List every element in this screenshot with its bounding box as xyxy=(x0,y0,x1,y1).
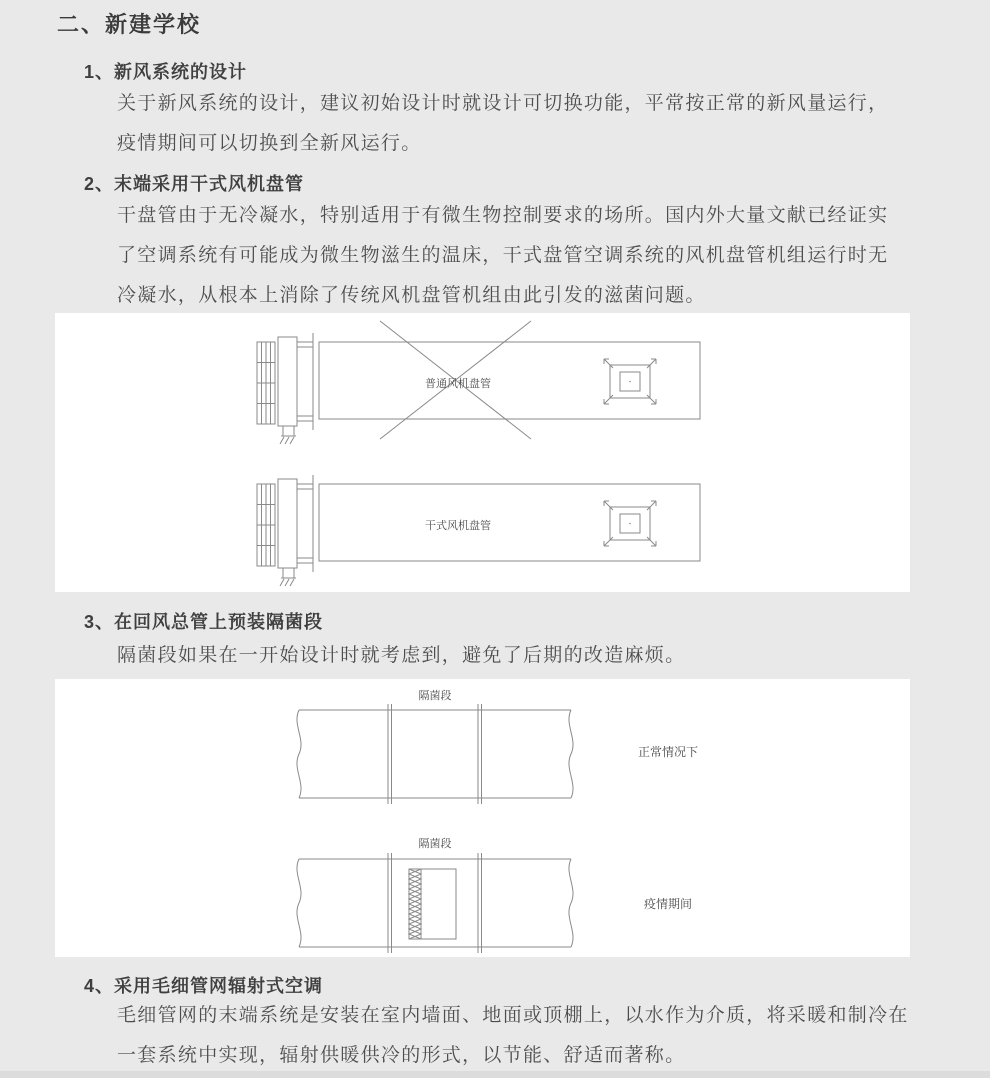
paragraph-line: 毛细管网的末端系统是安装在室内墙面、地面或顶棚上，以水作为介质，将采暖和制冷在 xyxy=(117,1005,909,1026)
paragraph-line: 隔菌段如果在一开始设计时就考虑到，避免了后期的改造麻烦。 xyxy=(117,645,686,666)
paragraph-line: 一套系统中实现，辐射供暖供冷的形式，以节能、舒适而著称。 xyxy=(117,1045,686,1066)
figure-fan-coil xyxy=(55,313,910,592)
filter-element xyxy=(409,869,456,939)
section-1-heading: 1、新风系统的设计 xyxy=(84,62,248,82)
ordinary-fan-coil-label: 普通风机盘管 xyxy=(425,377,491,390)
section-3-paragraph xyxy=(117,636,685,676)
section-2-paragraph xyxy=(117,196,888,316)
duct-diagram xyxy=(55,679,910,957)
paragraph-line: 了空调系统有可能成为微生物滋生的温床，干式盘管空调系统的风机盘管机组运行时无 xyxy=(117,245,889,266)
section-4-paragraph xyxy=(117,996,909,1076)
epidemic-period-label: 疫情期间 xyxy=(643,897,693,911)
duct-epidemic xyxy=(297,853,573,953)
segment-label-top: 隔菌段 xyxy=(418,689,452,702)
paragraph-line: 干盘管由于无冷凝水，特别适用于有微生物控制要求的场所。国内外大量文献已经证实 xyxy=(117,205,889,226)
section-3-heading: 3、在回风总管上预装隔菌段 xyxy=(84,612,324,632)
section-1-paragraph xyxy=(117,84,888,164)
paragraph-line: 冷凝水，从根本上消除了传统风机盘管机组由此引发的滋菌问题。 xyxy=(117,285,706,306)
dry-fan-coil-label: 干式风机盘管 xyxy=(425,519,491,532)
duct-normal xyxy=(297,704,573,804)
ordinary-fan-coil-unit xyxy=(257,321,700,444)
figure-duct-filter xyxy=(55,679,910,957)
segment-label-bottom: 隔菌段 xyxy=(418,837,452,850)
dry-fan-coil-unit xyxy=(257,475,700,586)
paragraph-line: 关于新风系统的设计，建议初始设计时就设计可切换功能，平常按正常的新风量运行， xyxy=(117,93,889,114)
section-2-heading: 2、末端采用干式风机盘管 xyxy=(84,174,305,194)
page-title: 二、新建学校 xyxy=(57,12,202,37)
normal-condition-label: 正常情况下 xyxy=(637,745,699,759)
paragraph-line: 疫情期间可以切换到全新风运行。 xyxy=(117,133,422,154)
page-bottom-edge xyxy=(0,1071,990,1078)
fan-coil-diagram xyxy=(55,313,910,592)
section-4-heading: 4、采用毛细管网辐射式空调 xyxy=(84,976,324,996)
